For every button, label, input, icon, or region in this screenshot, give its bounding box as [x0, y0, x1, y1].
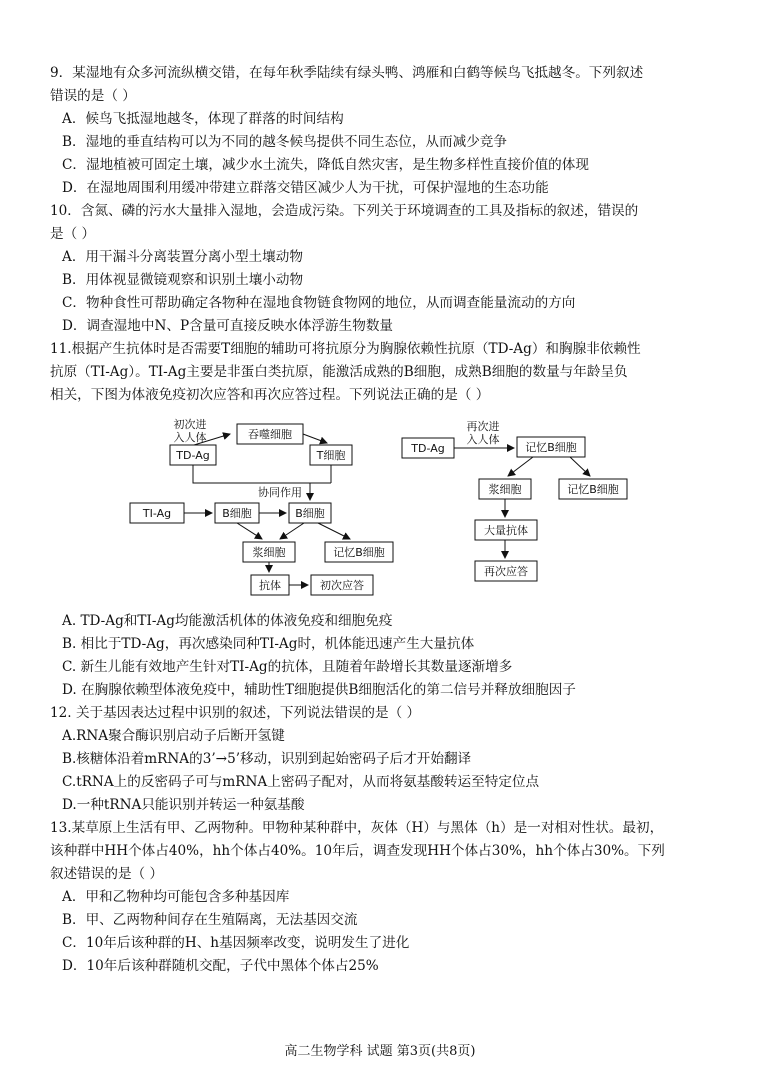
q9-option-b: B．湿地的垂直结构可以为不同的越冬候鸟提供不同生态位，从而减少竞争 [62, 134, 507, 150]
diagram-secondary-entry-1: 再次进 [466, 420, 500, 433]
diagram-b-cell-1: B细胞 [222, 507, 252, 520]
q11-option-d: D. 在胸腺依赖型体液免疫中，辅助性T细胞提供B细胞活化的第二信号并释放细胞因子 [62, 682, 576, 698]
diagram-primary-entry-2: 入人体 [173, 431, 207, 444]
diagram-antibody: 抗体 [259, 579, 281, 592]
diagram-synergy-label: 协同作用 [258, 486, 302, 499]
q11-stem-line2: 抗原（TI-Ag）。TI-Ag主要是非蛋白类抗原，能激活成熟的B细胞，成熟B细胞的数量与年龄呈负 [50, 364, 628, 380]
q12-option-c: C.tRNA上的反密码子可与mRNA上密码子配对，从而将氨基酸转运至特定位点 [62, 774, 540, 790]
q10-option-d: D．调查湿地中N、P含量可直接反映水体浮游生物数量 [62, 318, 394, 334]
diagram-td-ag-2: TD-Ag [411, 442, 445, 455]
q10-option-b: B．用体视显微镜观察和识别土壤小动物 [62, 272, 304, 288]
q9-option-c: C．湿地植被可固定土壤，减少水土流失，降低自然灾害，是生物多样性直接价值的体现 [62, 157, 589, 173]
q12-option-a: A.RNA聚合酶识别启动子后断开氢键 [62, 728, 285, 744]
q10-option-c: C．物种食性可帮助确定各物种在湿地食物链食物网的地位，从而调查能量流动的方向 [62, 295, 576, 311]
diagram-memory-b-cell: 记忆B细胞 [333, 546, 385, 559]
q13-option-d: D．10年后该种群随机交配，子代中黑体个体占25% [62, 958, 379, 974]
q12-option-b: B.核糖体沿着mRNA的3’→5’移动，识别到起始密码子后才开始翻译 [62, 751, 472, 767]
q12-stem: 12. 关于基因表达过程中识别的叙述，下列说法错误的是（ ） [50, 705, 421, 721]
q13-stem-line1: 13.某草原上生活有甲、乙两物种。甲物种某种群中，灰体（H）与黑体（h）是一对相对性状。最初， [50, 820, 664, 836]
q13-stem-line3: 叙述错误的是（ ） [50, 866, 164, 882]
q10-stem-line1: 10．含氮、磷的污水大量排入湿地，会造成污染。下列关于环境调查的工具及指标的叙述，错误的 [50, 203, 639, 219]
diagram-secondary-response: 再次应答 [484, 565, 528, 578]
page-footer: 高二生物学科 试题 第3页(共8页) [284, 1044, 476, 1059]
q10-option-a: A．用干漏斗分离装置分离小型土壤动物 [62, 249, 303, 265]
diagram-td-ag: TD-Ag [176, 449, 210, 462]
diagram-primary-entry-1: 初次进 [173, 418, 207, 431]
q11-option-c: C. 新生儿能有效地产生针对TI-Ag的抗体，且随着年龄增长其数量逐渐增多 [62, 659, 513, 675]
q9-stem-line1: 9．某湿地有众多河流纵横交错，在每年秋季陆续有绿头鸭、鸿雁和白鹤等候鸟飞抵越冬。下列叙述 [50, 65, 644, 81]
diagram-secondary-entry-2: 入人体 [466, 433, 500, 446]
q12-option-d: D.一种tRNA只能识别并转运一种氨基酸 [62, 797, 305, 813]
q9-option-a: A．候鸟飞抵湿地越冬，体现了群落的时间结构 [62, 111, 344, 127]
diagram-b-cell-2: B细胞 [295, 507, 325, 520]
diagram-ti-ag: TI-Ag [142, 507, 172, 520]
q13-option-b: B．甲、乙两物种间存在生殖隔离，无法基因交流 [62, 912, 358, 928]
diagram-plasma-cell: 浆细胞 [252, 546, 286, 559]
q13-stem-line2: 该种群中HH个体占40%，hh个体占40%。10年后，调查发现HH个体占30%，hh个体占30%。下列 [50, 843, 665, 859]
diagram-t-cell: T细胞 [316, 449, 346, 462]
q11-stem-line1: 11.根据产生抗体时是否需要T细胞的辅助可将抗原分为胸腺依赖性抗原（TD-Ag）和胸腺非依赖性 [50, 341, 641, 357]
diagram-plasma-cell-2: 浆细胞 [488, 483, 522, 496]
diagram-memory-b-cell-3: 记忆B细胞 [567, 483, 619, 496]
q11-stem-line3: 相关，下图为体液免疫初次应答和再次应答过程。下列说法正确的是（ ） [50, 387, 490, 403]
diagram-primary-response: 初次应答 [320, 579, 364, 592]
q11-option-b: B. 相比于TD-Ag，再次感染同种TI-Ag时，机体能迅速产生大量抗体 [62, 636, 475, 652]
diagram-phagocyte: 吞噬细胞 [248, 428, 292, 441]
q13-option-c: C．10年后该种群的H、h基因频率改变，说明发生了进化 [62, 935, 410, 951]
diagram-memory-b-cell-2: 记忆B细胞 [525, 441, 577, 454]
diagram-many-antibodies: 大量抗体 [484, 524, 528, 537]
q13-option-a: A．甲和乙物种均可能包含多种基因库 [62, 889, 290, 905]
q11-option-a: A. TD-Ag和TI-Ag均能激活机体的体液免疫和细胞免疫 [62, 613, 393, 629]
q10-stem-line2: 是（ ） [50, 226, 96, 242]
q9-option-d: D．在湿地周围利用缓冲带建立群落交错区减少人为干扰，可保护湿地的生态功能 [62, 180, 549, 196]
q9-stem-line2: 错误的是（ ） [50, 88, 136, 104]
